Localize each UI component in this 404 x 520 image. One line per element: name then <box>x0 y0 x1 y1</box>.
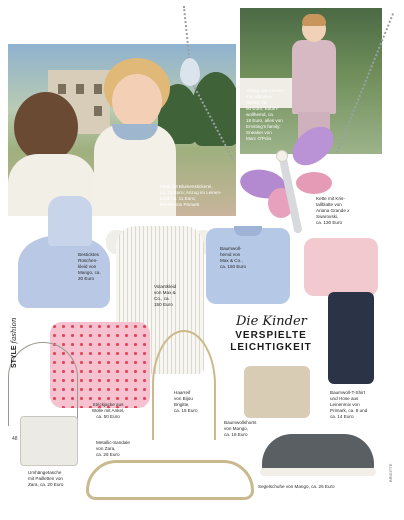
house-window <box>58 84 66 94</box>
boy-hair <box>302 14 326 26</box>
boat-shoes-sole <box>260 468 376 476</box>
child-face <box>112 74 162 128</box>
child-portrait <box>14 92 78 162</box>
caption-kleid-photo: Kleid mit Blumenstickerei, ca. 18 Euro; Anzug im Leinen- Look ca. 11 Euro; beides von Primark <box>160 184 222 207</box>
caption-tee-pants: Baumwoll-T-Shirt und Hose aus Leinenmix von Primark, ca. 8 und ca. 14 Euro <box>330 390 368 419</box>
brand-tag: BRIGITTE <box>388 463 393 482</box>
house-window <box>94 84 102 94</box>
house-window <box>76 84 84 94</box>
caption-kette: Kette mit Kris- tallblatte von Ariana Grande x Swarovski, ca. 130 Euro <box>316 196 350 225</box>
house-window <box>94 106 102 116</box>
section-label-bold: STYLE <box>11 345 18 368</box>
background-tree <box>192 72 236 146</box>
caption-sandal: Metallic-Sandale von Zara, ca. 26 Euro <box>96 440 130 457</box>
headline-line-1: VERSPIELTE <box>235 330 307 341</box>
headline-line-2: LEICHTIGKEIT <box>230 342 312 353</box>
headline-main <box>226 330 316 354</box>
caption-blue-dress: Besticktes Rüschen- kleid von Mango, ca. 20 Euro <box>78 252 101 281</box>
caption-stripe-dress: Volantkleid von Max & Co., ca. 150 Euro <box>154 284 177 307</box>
pearl-bead <box>276 150 288 162</box>
navy-linen-pants <box>328 292 374 384</box>
caption-cardigan: Strickjacke aus Wolle mit Ankel, ca. 50 Euro <box>91 402 125 419</box>
metallic-sandal <box>86 460 254 500</box>
caption-bag: Umhängetasche mit Pailletten von Zara, ca. 20 Euro <box>28 470 64 487</box>
section-label-script: fashion <box>10 317 18 344</box>
headline-script: Die Kinder <box>236 314 307 329</box>
caption-headband: Haarreif von Bijou Brigitte, ca. 15 Euro <box>174 390 198 413</box>
caption-shorts: Baumwollshorts von Mango, ca. 18 Euro <box>224 420 257 437</box>
headband <box>152 330 216 440</box>
page-number: 48 <box>12 436 18 442</box>
bag-strap <box>8 342 78 426</box>
butterfly-wing <box>296 172 332 194</box>
beige-shorts <box>244 366 310 418</box>
shirt-collar <box>234 226 262 236</box>
crystal-pendant <box>180 58 200 86</box>
caption-anzug-photo: Anzug aus Leinen- mix inklusive Weste, ca. 90 Euro; Baum- wollhemd, ca. 18 Euro, alles von Ernsting's family; Sneaker von Marc O'Polo <box>246 88 285 141</box>
blue-ruffle-dress-top <box>48 196 92 246</box>
pink-tshirt <box>304 238 378 296</box>
caption-shoes: Segelschuhe von Mango, ca. 26 Euro <box>258 484 335 489</box>
section-label <box>10 318 18 368</box>
caption-shirt: Baumwoll- hemd von Max & Co., ca. 150 Euro <box>220 246 247 269</box>
sequin-crossbody-bag <box>20 416 78 466</box>
